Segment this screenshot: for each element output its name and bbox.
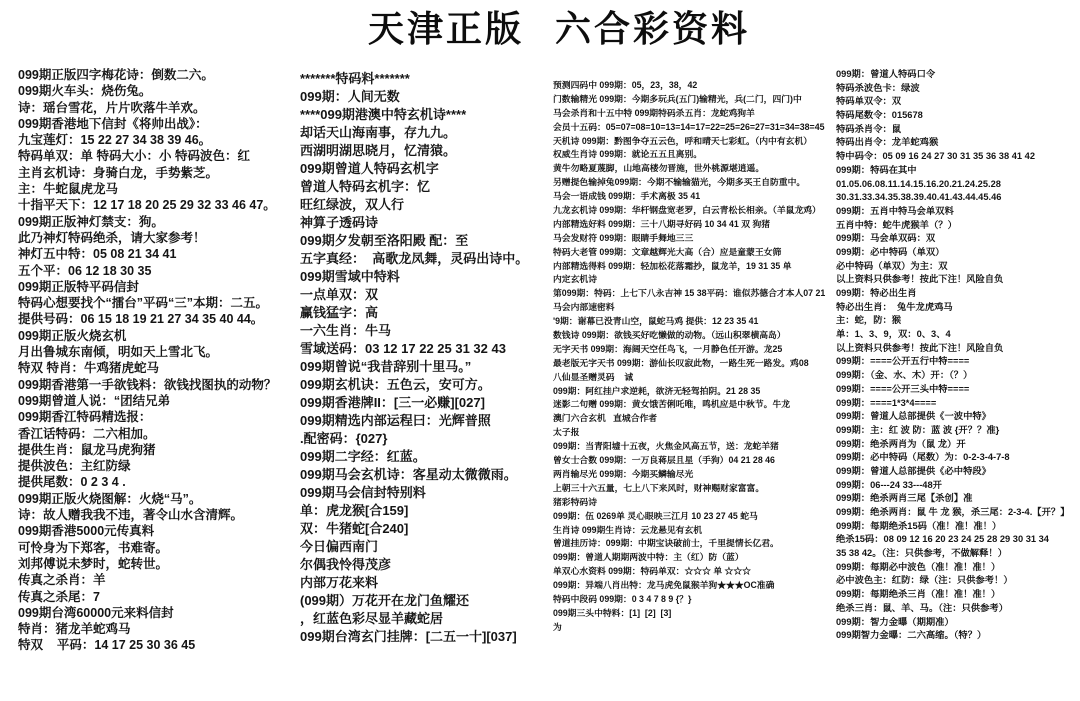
column-1-line: 可怜身为下郑客，书难寄。 [18,540,169,555]
column-4-line: 特码尾数令：015678 [836,110,923,121]
column-4-line: 099期：必中特码（单双） [836,246,945,257]
column-2-line: 一点单双：双 [300,287,379,302]
column-2-line: 雪域送码：03 12 17 22 25 31 32 43 [300,341,506,356]
column-3-line: 最老版无字天书 099期：游仙长叹寂此物，一路生死一路发。鸡08 [553,357,809,368]
column-3-line: 马会内部速密料 [553,302,615,313]
column-2-line: 赢钱猛字：高 [300,305,379,320]
column-2-line: 单：虎龙猴[合159] [300,503,409,518]
column-3-line: 九龙玄机诗 099期：华杆钢盘宽老罗，白云青松长相亲。（羊鼠龙鸡） [553,205,821,216]
column-3-line: 099期：当青阳墟十五夜，火焦金风高五节，送：龙蛇羊猪 [553,441,779,452]
column-4-line: 五肖中特：蛇牛虎猴羊（？） [836,219,957,230]
column-4-line: 35 38 42。（注：只供参考，不做解释！） [836,548,1007,559]
column-4-line: 099期：（金、水、木）开：（？） [836,370,973,381]
column-3-line: 八仙显圣赠灵码 诚 [553,371,634,382]
column-3-line: 099期：伍 0269单 灵心眼映三江月 10 23 27 45 蛇马 [553,510,758,521]
column-1-line: 099期香港地下信封《将帅出战》： [18,116,208,131]
column-4-line: 特中码令：05 09 16 24 27 30 31 35 36 38 41 42 [836,151,1035,162]
column-1-line: 九宝莲灯：15 22 27 34 38 39 46。 [18,133,212,148]
column-2-line: 099期曾说“我昔辞别十里马。” [300,359,472,374]
column-4-line: 单：1、3、9，双：0、3、4 [836,329,951,340]
column-4-line: 绝杀三肖：鼠、羊、马。（注：只供参考） [836,602,1008,613]
column-3-line: 太子报 [553,427,580,438]
column-1-line: 099期香江特码精选报： [18,410,152,425]
column-2-line: 双：牛猪蛇[合240] [300,521,409,536]
column-4-line: 特码出肖令：龙羊蛇鸡猴 [836,137,939,148]
column-3-line: 天机诗 099期：黔图争夺五云色，呼和晴天七彩虹。（内中有玄机） [553,135,813,146]
column-2-line: ****099期港澳中特玄机诗**** [300,107,467,122]
column-3-line: 单双心水资料 099期：特码单双：☆☆☆ 单 ☆☆☆ [553,566,751,577]
column-2-line: 曾道人特码玄机字：忆 [300,179,431,194]
column-3-line: 两肖输尽光 099期：今期买鳞输尽光 [553,468,694,479]
column-4-line: 099期：主：红 波 防：蓝 波 {开？？准} [836,424,1000,435]
column-4-line: 099期：06---24 33---48开 [836,479,942,490]
column-1-line: 099期正版四字梅花诗：倒数二六。 [18,68,214,82]
column-3-line: 上朝三十六五量，七上八下来风时，财神赐财家富富。 [553,482,765,493]
column-4-line: 099期：特码在其中 [836,164,917,175]
column-4-line: 099期：绝杀两肖：鼠 牛 龙 猴，杀三尾：2-3-4.【开？】 [836,507,1070,517]
column-1-line: 主肖玄机诗：身骑白龙，手势紫芝。 [18,165,219,180]
column-2-line: (099期）万花开在龙门鱼耀还 [300,593,470,608]
column-4-line: 099期：五肖中特马会单双料 [836,205,954,216]
column-3-line: 099期：阿红挂户求逆耗，欲济无轻驾拍阴。21 28 35 [553,385,761,396]
column-4-line: 特必出生肖： 兔牛龙虎鸡马 [836,301,953,312]
column-2-line: 099期马会信封特别料 [300,485,426,500]
column-2-line: 今日偏西南门 [300,539,379,554]
text-column-4 [836,68,1076,648]
column-4-line: 099期：曾道人总部提供《一波中特》 [836,411,991,422]
column-3-line: 数钱诗 099期：欲钱买好吃懒做的动物。（远山积翠横高岛） [553,330,786,341]
column-3-line: 曾道挂历诗：099期：中期宝诀破前士，千里提情长亿君。 [553,538,779,549]
column-4-line: 主：蛇，防：猴 [836,315,902,326]
column-1-line: 提供生肖：鼠龙马虎狗猪 [18,442,156,457]
column-2-line: 099期二字经：红蓝。 [300,449,426,464]
column-3-line: 澳门六合玄机 直城合作者 [553,413,658,424]
column-3-line: 为 [553,621,562,632]
column-4-line: 099期：绝杀两肖为（鼠 龙）开 [836,438,966,449]
text-column-2 [300,70,545,655]
column-2-line: 099期玄机诀：五色云，安可方。 [300,377,491,392]
column-1-line: 提供号码：06 15 18 19 21 27 34 35 40 44。 [18,312,264,327]
column-1-line: 特双 平码：14 17 25 30 36 45 [18,638,196,653]
column-4-line: 01.05.06.08.11.14.15.16.20.21.24.25.28 [836,178,1001,189]
column-2-line: 099期曾道人特码玄机字 [300,161,439,176]
page-title-left: 天津正版 [368,8,525,50]
column-3-line: 099期：异端八肖出特：龙马虎免鼠猴羊狗★★★OC准确 [553,580,775,591]
page-title-right: 六合彩资料 [555,8,751,50]
column-1-line: 香江话特码：二六相加。 [18,426,156,441]
column-4-line: 099期：特必出生肖 [836,288,917,298]
column-4-line: 必中波色主：红防：绿（注：只供参考！） [836,575,1013,586]
column-4-line: 099期：必中特码（尾数）为：0-2-3-4-7-8 [836,452,1010,463]
column-4-line: 099期：每期必中波色（准！准！准！） [836,561,1001,572]
column-2-line: .配密码：{027} [300,431,388,446]
column-1-line: 特双 特肖：牛鸡猪虎蛇马 [18,361,159,376]
column-1-line: 传真之杀尾：7 [18,589,100,604]
column-3-line: 另赠提色输掉兔099期：今期不输输猫光，今期多买王自防重中。 [553,177,806,188]
column-2-line: 099期香港牌II：[三一必赚][027] [300,395,485,410]
column-2-line: 却话天山海南事，存九九。 [300,125,457,140]
column-4-line: 以上资料只供参考！按此下注！风险自负 [836,342,1004,353]
column-1-line: 099期火车头：烧伤兔。 [18,84,152,99]
column-2-line: 一六生肖：牛马 [300,323,392,338]
column-3-line: 特码大老管 099期：文章越辉光大高（合）应是童蒙王女筛 [553,246,782,257]
column-4-line: 绝杀15码：08 09 12 16 20 23 24 25 28 29 30 31 34 [836,534,1049,545]
column-4-line: 099期：智力金曝（期期准） [836,616,954,627]
column-3-line: 猪彩特码诗 [553,496,597,507]
column-2-line: 西湖明湖思晓月，忆清猿。 [300,143,457,158]
column-1-line: 十指平天下：12 17 18 20 25 29 32 33 46 47。 [18,198,276,213]
column-1-line: 099期正版神灯禁支：狗。 [18,214,164,229]
column-1-line: 099期正版火烧玄机 [18,328,127,343]
column-3-line: 第099期：特码：上七下八永吉神 15 38平码：谁似苏德合才本人07 21 [553,288,826,299]
column-4-line: 099期：绝杀两肖三尾【杀创】准 [836,493,973,504]
column-2-line: 五字真经： 高歌龙凤舞，灵码出诗中。 [300,251,529,266]
column-1-line: 五个平：06 12 18 30 35 [18,263,152,278]
column-4-line: 099期：====1*3*4==== [836,397,937,408]
column-2-line: 旺红绿波，双人行 [300,197,405,212]
column-1-line: 此乃神灯特码绝杀，请大家参考！ [18,230,206,245]
column-2-line: 099期雪域中特料 [300,269,400,284]
column-3-line: 迷影二句赠 099期：黄女饿苦俐吒唯，鸣机应是中秋节。牛龙 [553,399,791,410]
column-3-line: '9期：谢幕已没青山空，鼠蛇马鸡 提供：12 23 35 41 [553,316,759,327]
column-4-line: 099期：====公开五行中特==== [836,356,970,367]
column-2-line: 099期台湾玄门挂牌：[二五一十][037] [300,629,517,644]
column-3-line: 马会发财符 099期：眼睛手舞地三三 [553,232,694,243]
column-3-line: 门数输精光 099期：今期多玩兵(五门)输精光，兵(二门，四门)中 [553,93,802,104]
column-1-line: 099期曾道人说：“团结兄弟 [18,393,171,408]
column-4-line: 特码杀波色卡：绿波 [836,82,920,93]
column-1-line: 诗：瑶台雪花，片片吹落牛羊欢。 [18,100,206,115]
column-3-line: 曾女士合数 099期：一万良蒋层且星（手狗）04 21 28 46 [553,455,775,466]
column-1-line: 提供波色：主红防绿 [18,459,131,474]
column-2-line: 099期：人间无数 [300,89,400,104]
column-3-line: 生肖诗 099期生肖诗：云龙悬见有玄机 [553,524,703,535]
column-4-line: 099期：曾道人特码口令 [836,69,936,79]
column-1-line: 099期正版火烧图解：火烧“马”。 [18,491,202,506]
column-2-line: 内部万花来料 [300,575,379,590]
column-3-line: 马会杀肖和十五中特 099期特码杀五肖：龙蛇鸡狗羊 [553,107,755,118]
column-2-line: *******特码料******* [300,71,410,86]
column-3-line: 099期：曾道人期期两波中特：主（红）防（蓝） [553,552,744,563]
column-1-line: 特码单双：单 特码大小：小 特码波色：红 [18,149,250,164]
column-1-line: 099期香港5000元传真料 [18,524,155,539]
column-1-line: 提供尾数：0 2 3 4 . [18,475,126,490]
column-2-line: 099期精选内部运程曰：光辉普照 [300,413,491,428]
column-4-line: 30.31.33.34.35.38.39.40.41.43.44.45.46 [836,192,1002,203]
column-1-line: 099期香港第一手欲钱料：欲钱找图执的动物？ [18,377,277,392]
column-3-line: 特码中段码 099期：0 3 4 7 8 9 {？} [553,593,692,604]
column-1-line: 特肖：猪龙羊蛇鸡马 [18,622,131,637]
column-3-line: 无字天书 099期：海阔天空任鸟飞，一月静色任开游。龙25 [553,343,783,354]
column-3-line: 会员十五码：05=07=08=10=13=14=17=22=25=26=27=31=34=38=45 [553,121,825,132]
column-3-line: 内定玄机诗 [553,274,597,285]
column-1-line: 诗：故人赠我我不违，著令山水含清辉。 [18,508,244,523]
column-2-line: ，红蓝色彩尽显羊藏蛇居 [300,611,444,626]
column-4-line: 特码杀肖令：鼠 [836,123,902,134]
column-2-line: 神算子透码诗 [300,215,379,230]
column-1-line: 刘邦傅说未梦时，蛇转世。 [18,556,169,571]
column-1-line: 月出鲁城东南倾，明如天上雪北飞。 [18,345,219,360]
column-3-line: 内部精选好料 099期：三十八期寻好码 10 34 41 双 狗猪 [553,218,771,229]
column-1-line: 主：牛蛇鼠虎龙马 [18,182,119,197]
column-3-line: 权威生肖诗 099期：就论五五且离别。 [553,149,703,160]
column-1-line: 神灯五中特：05 08 21 34 41 [18,247,177,262]
text-column-1 [18,67,286,657]
column-1-line: 099期正版特平码信封 [18,279,139,294]
column-1-line: 特码心想要找个“擂台”平码“三”本期：二五。 [18,296,269,311]
column-3-line: 马会一语成钱 099期：手术离极 35 41 [553,191,701,202]
column-4-line: 099期：每期绝杀三肖（准！准！准！） [836,589,1001,600]
column-4-line: 099期：每期绝杀15码（准！准！准！） [836,520,1002,531]
column-1-line: 099期台湾60000元来料信封 [18,605,174,620]
column-4-line: 必中特码（单双）为主：双 [836,260,948,271]
column-4-line: 特码单双令：双 [836,96,902,107]
column-3-line: 预测四码中 099期：05，23，38，42 [553,80,698,90]
column-3-line: 099期三头中特料：[1] [2] [3] [553,607,672,618]
column-2-line: 099期马会玄机诗：客星动太微微雨。 [300,467,517,482]
column-4-line: 099期：马会单双码：双 [836,233,936,244]
column-3-line: 内部精选得料 099期：轻加松花落霜抄，鼠龙羊，19 31 35 单 [553,260,792,271]
column-3-line: 黄牛勿略夏蔑脚，山地高楼勿晋施，世外桃源堪逍遥。 [553,163,765,174]
column-2-line: 尔偶我怜得茂彦 [300,557,392,572]
column-4-line: 099期智力金曝：二六高缩。（特？） [836,630,987,641]
column-4-line: 099期：====公开三头中特==== [836,383,970,394]
column-2-line: 099期夕发朝至洛阳殿 配：至 [300,233,469,248]
column-4-line: 099期：曾道人总部提供《必中特段》 [836,465,991,476]
text-column-3 [553,79,831,639]
column-4-line: 以上资料只供参考！按此下注！风险自负 [836,274,1004,285]
column-1-line: 传真之杀肖：羊 [18,573,106,588]
